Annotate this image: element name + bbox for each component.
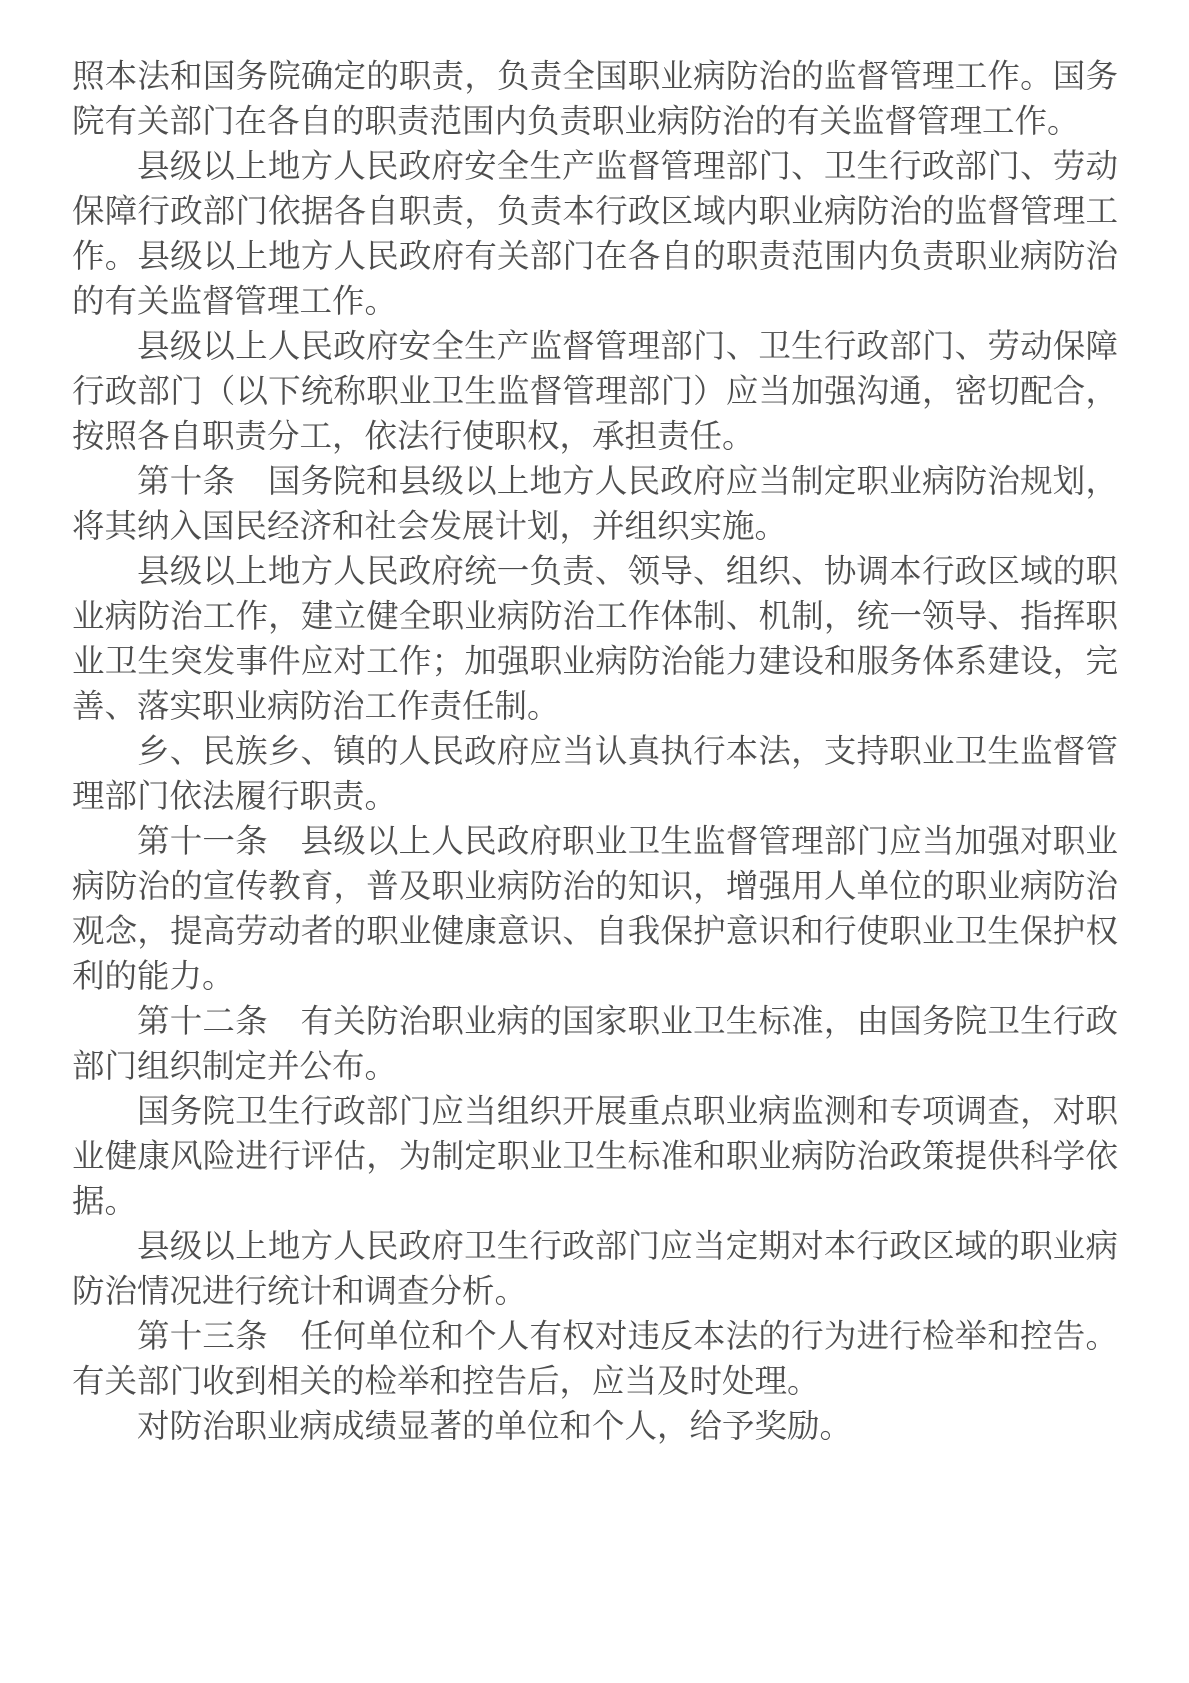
paragraph: 国务院卫生行政部门应当组织开展重点职业病监测和专项调查，对职业健康风险进行评估，为制定职业卫生标准和职业病防治政策提供科学依据。 <box>72 1093 1118 1219</box>
paragraph: 第十一条 县级以上人民政府职业卫生监督管理部门应当加强对职业病防治的宣传教育，普及职业病防治的知识，增强用人单位的职业病防治观念，提高劳动者的职业健康意识、自我保护意识和行使职业卫生保护权利的能力。 <box>72 823 1118 994</box>
paragraph: 县级以上地方人民政府卫生行政部门应当定期对本行政区域的职业病防治情况进行统计和调查分析。 <box>72 1228 1118 1309</box>
paragraph: 对防治职业病成绩显著的单位和个人，给予奖励。 <box>137 1408 853 1444</box>
paragraph: 县级以上人民政府安全生产监督管理部门、卫生行政部门、劳动保障行政部门（以下统称职业卫生监督管理部门）应当加强沟通，密切配合，按照各自职责分工，依法行使职权，承担责任。 <box>72 328 1118 454</box>
paragraph: 第十三条 任何单位和个人有权对违反本法的行为进行检举和控告。有关部门收到相关的检举和控告后，应当及时处理。 <box>72 1318 1118 1399</box>
text-block <box>72 54 1118 1449</box>
paragraph: 县级以上地方人民政府统一负责、领导、组织、协调本行政区域的职业病防治工作，建立健全职业病防治工作体制、机制，统一领导、指挥职业卫生突发事件应对工作；加强职业病防治能力建设和服务体系建设，完善、落实职业病防治工作责任制。 <box>72 553 1118 724</box>
paragraph: 乡、民族乡、镇的人民政府应当认真执行本法，支持职业卫生监督管理部门依法履行职责。 <box>72 733 1118 814</box>
paragraph: 县级以上地方人民政府安全生产监督管理部门、卫生行政部门、劳动保障行政部门依据各自职责，负责本行政区域内职业病防治的监督管理工作。县级以上地方人民政府有关部门在各自的职责范围内负责职业病防治的有关监督管理工作。 <box>72 148 1118 319</box>
paragraph: 第十二条 有关防治职业病的国家职业卫生标准，由国务院卫生行政部门组织制定并公布。 <box>72 1003 1118 1084</box>
paragraph: 第十条 国务院和县级以上地方人民政府应当制定职业病防治规划，将其纳入国民经济和社会发展计划，并组织实施。 <box>72 463 1118 544</box>
paragraph: 照本法和国务院确定的职责，负责全国职业病防治的监督管理工作。国务院有关部门在各自的职责范围内负责职业病防治的有关监督管理工作。 <box>72 58 1118 139</box>
